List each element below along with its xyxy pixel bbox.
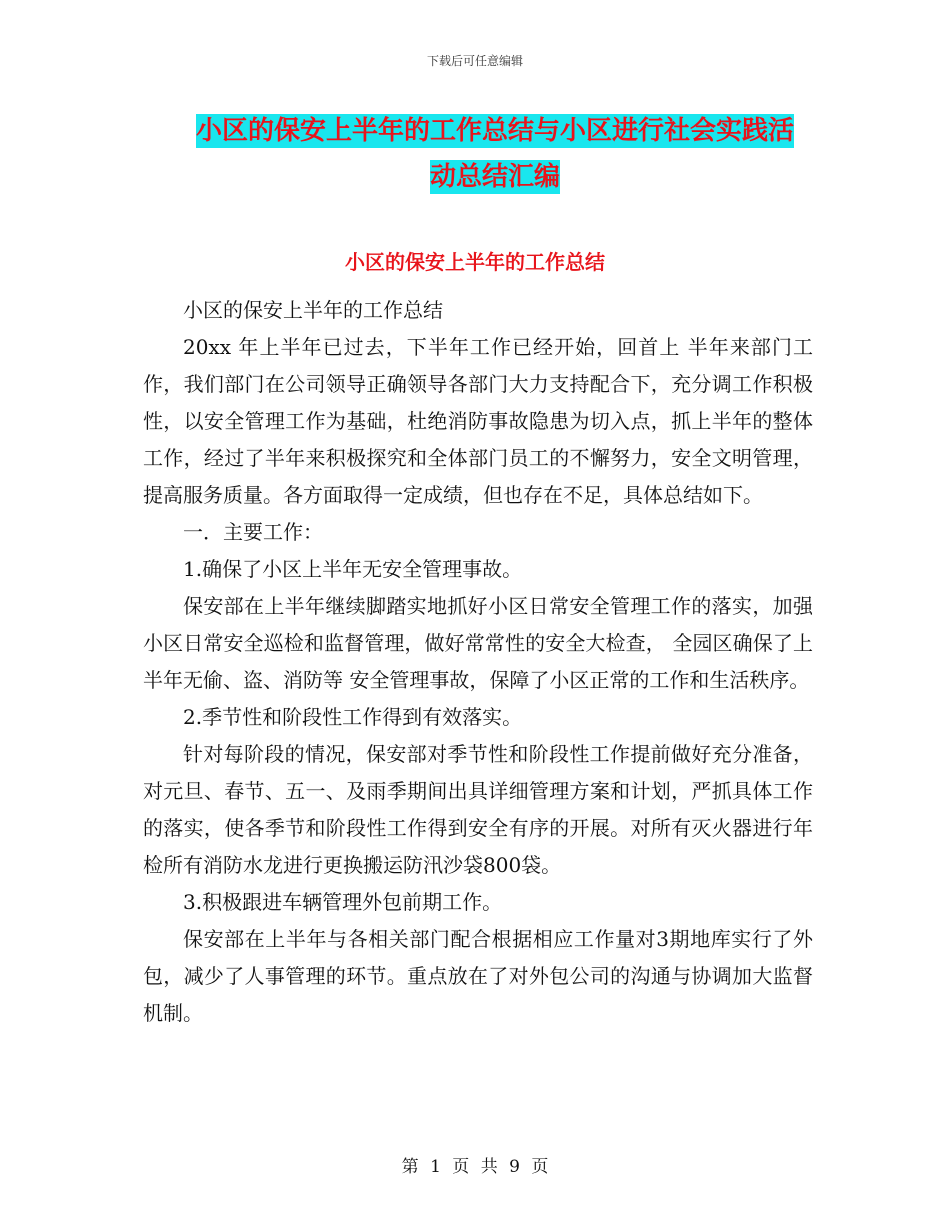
header-note: 下载后可任意编辑 — [426, 54, 523, 68]
paragraph: 保安部在上半年继续脚踏实地抓好小区日常安全管理工作的落实，加强小区日常安全巡检和监督管理，做好常常性的安全大检查， 全园区确保了上半年无偷、盗、消防等 安全管理事故，保障了小区正常的工作和生活秩序。 — [143, 594, 813, 692]
document-title-line-1: 小区的保安上半年的工作总结与小区进行社会实践活 — [195, 116, 794, 146]
document-title — [150, 108, 840, 200]
paragraph: 针对每阶段的情况，保安部对季节性和阶段性工作提前做好充分准备，对元旦、春节、五一、及雨季期间出具详细管理方案和计划，严抓具体工作的落实，使各季节和阶段性工作得到安全有序的开展。对所有灭火器进行年检所有消防水龙进行更换搬运防汛沙袋800袋。 — [143, 742, 813, 877]
paragraph: 小区的保安上半年的工作总结 — [183, 298, 443, 322]
section-title: 小区的保安上半年的工作总结 — [345, 250, 605, 274]
paragraph: 2.季节性和阶段性工作得到有效落实。 — [183, 705, 523, 729]
document-title-line-2: 动总结汇编 — [429, 162, 560, 192]
paragraph: 3.积极跟进车辆管理外包前期工作。 — [183, 890, 503, 914]
document-body — [143, 292, 813, 1032]
paragraph: 保安部在上半年与各相关部门配合根据相应工作量对3期地库实行了外包，减少了人事管理的环节。重点放在了对外包公司的沟通与协调加大监督机制。 — [143, 927, 813, 1025]
page-number-footer: 第 1 页 共 9 页 — [401, 1157, 549, 1177]
paragraph: 1.确保了小区上半年无安全管理事故。 — [183, 557, 523, 581]
paragraph: 20xx 年上半年已过去，下半年工作已经开始，回首上 半年来部门工作，我们部门在公司领导正确领导各部门大力支持配合下，充分调工作积极性，以安全管理工作为基础，杜绝消防事故隐患为切入点，抓上半年的整体工作，经过了半年来积极探究和全体部门员工的不懈努力，安全文明管理，提高服务质量。各方面取得一定成绩，但也存在不足，具体总结如下。 — [143, 335, 813, 507]
paragraph: 一．主要工作： — [183, 520, 323, 544]
